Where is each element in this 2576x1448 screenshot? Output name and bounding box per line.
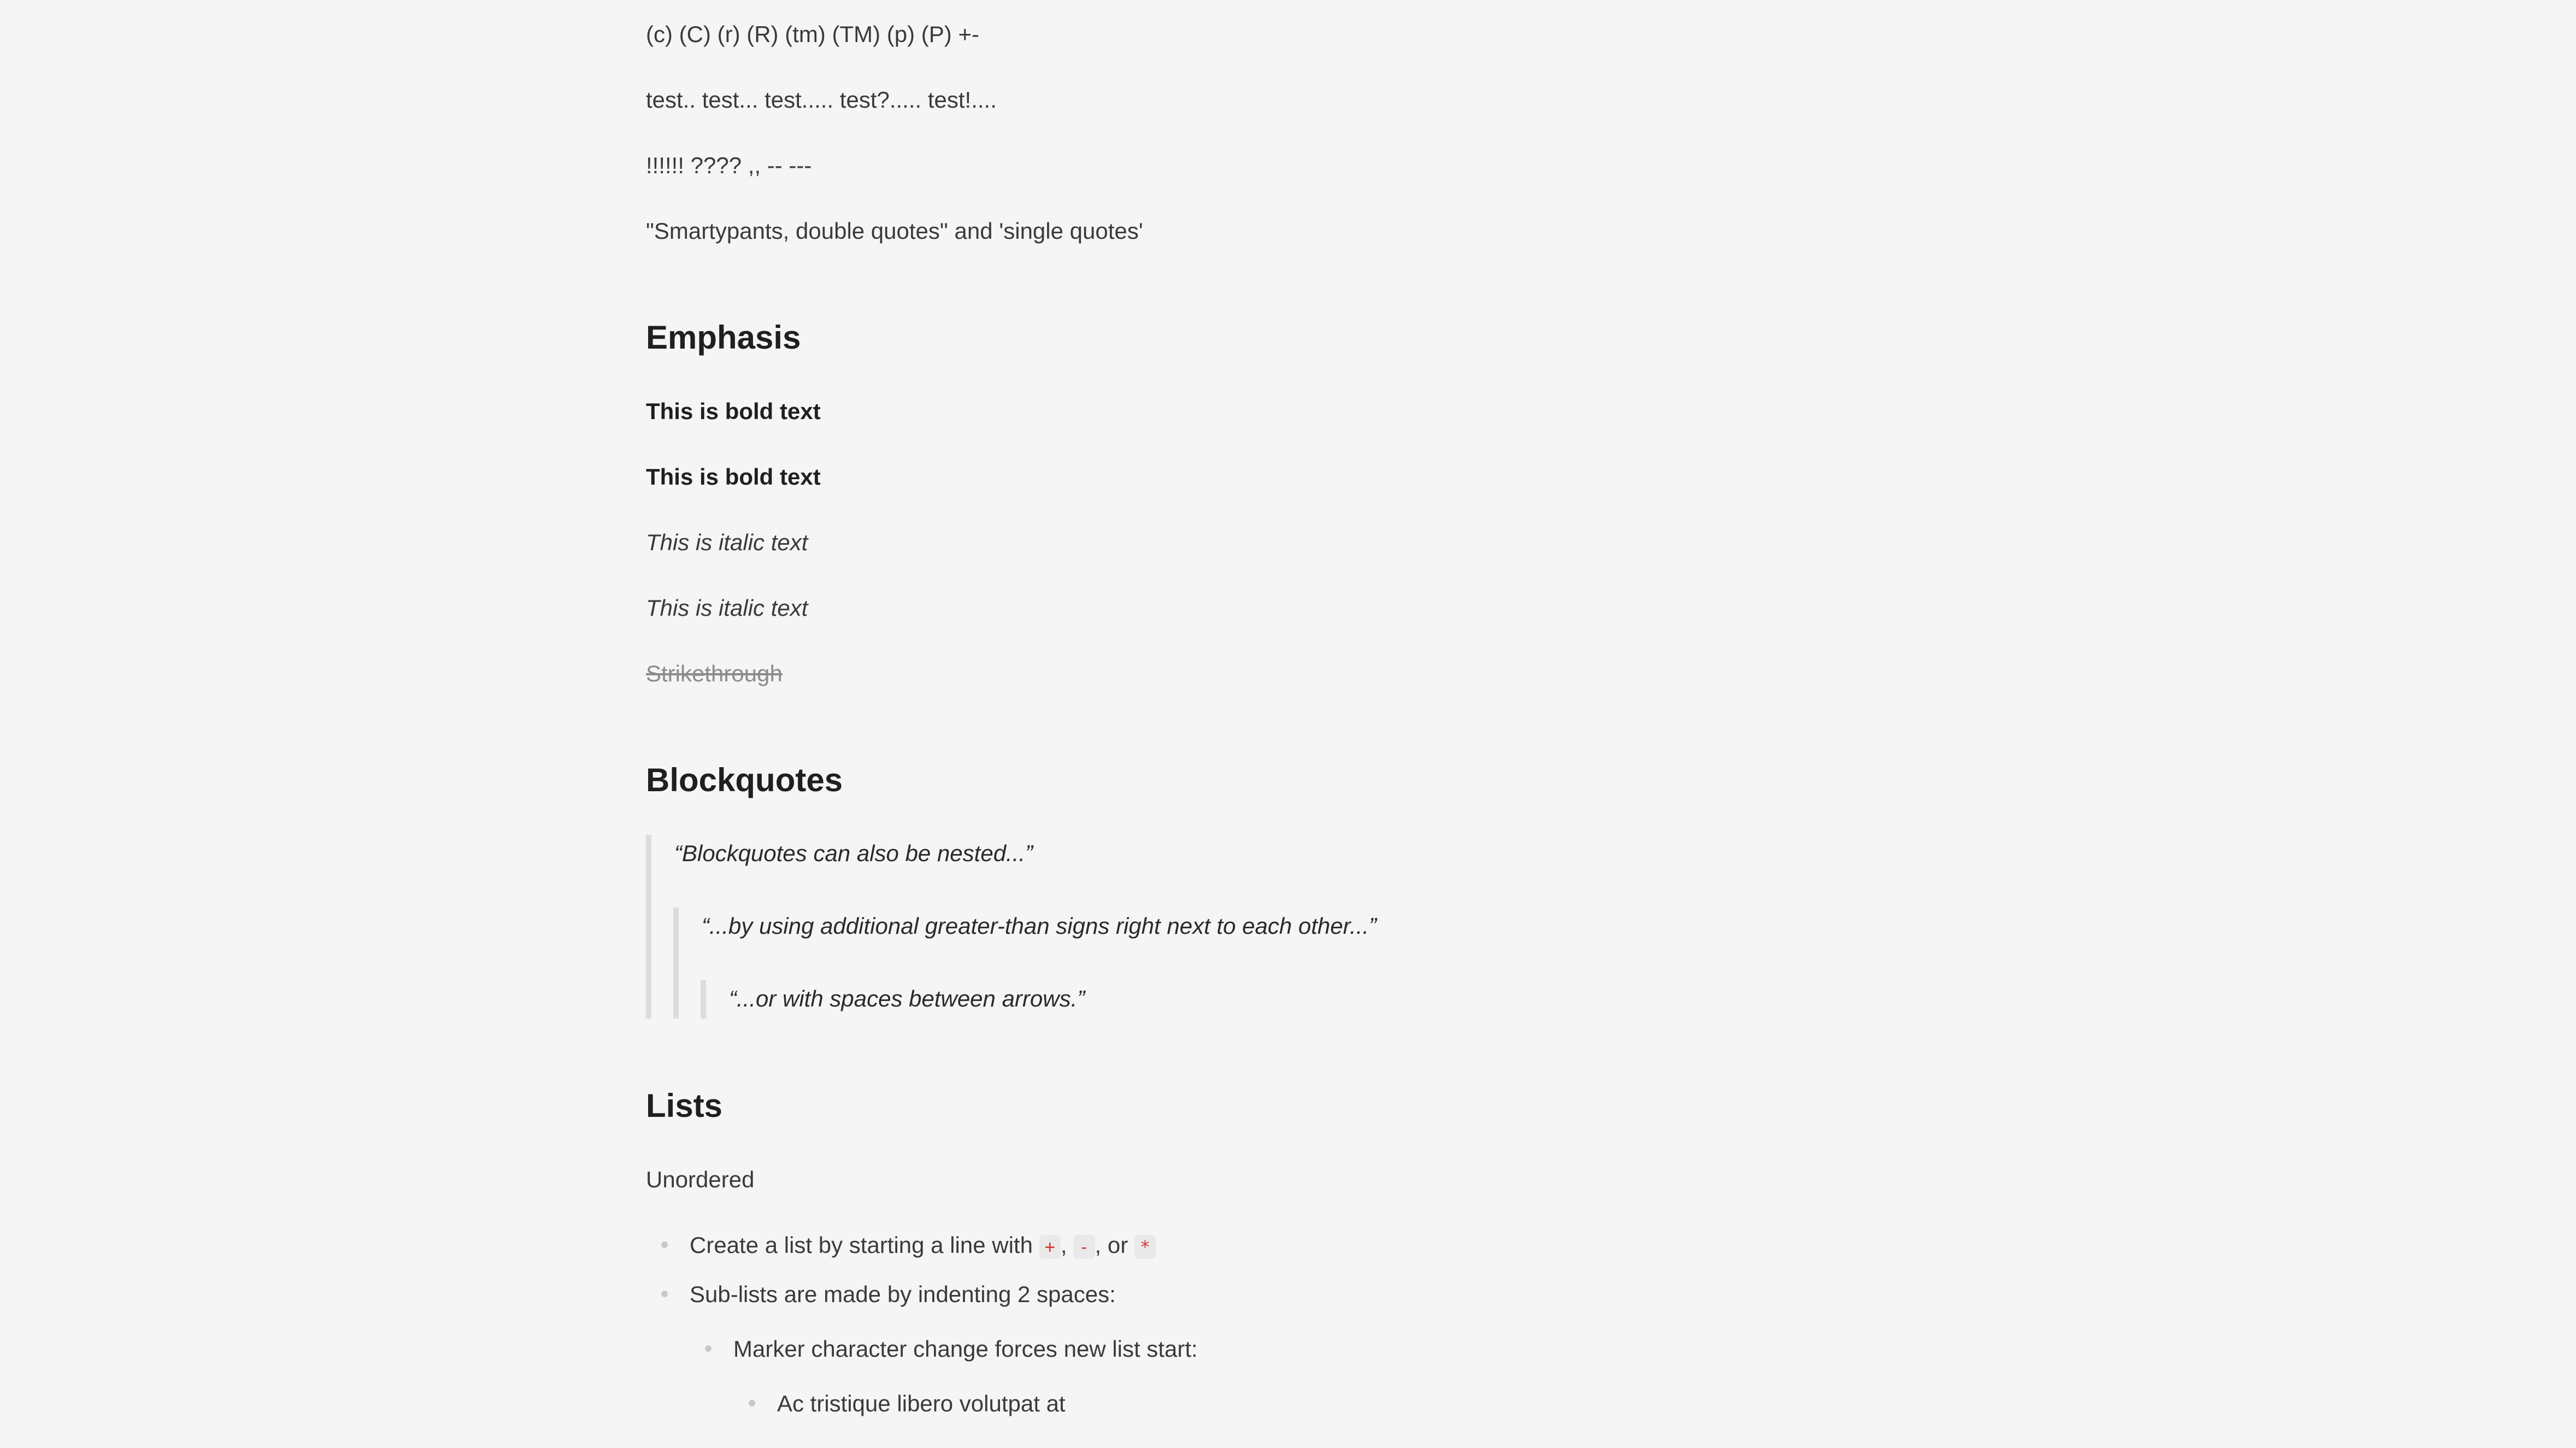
list-item-ac-tristique: Ac tristique libero volutpat at (777, 1391, 1066, 1416)
ellipsis-line: test.. test... test..... test?..... test!.... (646, 87, 997, 113)
inline-code-minus: - (1073, 1235, 1095, 1259)
bold-text-1: This is bold text (646, 398, 821, 424)
typographic-replacements-line: (c) (C) (r) (R) (tm) (TM) (p) (P) +- (646, 21, 979, 47)
italic-text-2: This is italic text (646, 595, 808, 621)
list-item-separator: , or (1095, 1232, 1134, 1258)
bold-text-2: This is bold text (646, 464, 821, 490)
blockquote-border-level-2 (673, 908, 679, 1019)
list-item-text: Create a list by starting a line with (690, 1232, 1039, 1258)
list-bullet (749, 1400, 755, 1406)
list-bullet (705, 1345, 711, 1352)
lists-heading: Lists (646, 1087, 723, 1124)
list-bullet (661, 1291, 668, 1297)
unordered-label: Unordered (646, 1167, 755, 1192)
inline-code-asterisk: * (1134, 1235, 1156, 1259)
quotes-line: "Smartypants, double quotes" and 'single quotes' (646, 218, 1143, 244)
blockquote-level-2: “...by using additional greater-than signs right next to each other...” (702, 913, 1377, 939)
blockquote-level-3: “...or with spaces between arrows.” (729, 986, 1085, 1011)
strikethrough-text: Strikethrough (646, 661, 783, 686)
list-bullet (661, 1241, 668, 1248)
blockquote-level-1: “Blockquotes can also be nested...” (674, 840, 1033, 866)
list-item-create-list (690, 1234, 1156, 1259)
italic-text-1: This is italic text (646, 529, 808, 555)
list-item-marker-change: Marker character change forces new list start: (733, 1336, 1198, 1362)
punctuation-line: !!!!!! ???? ,, -- --- (646, 152, 812, 178)
blockquote-border-level-3 (701, 980, 706, 1019)
inline-code-plus: + (1039, 1235, 1061, 1259)
blockquotes-heading: Blockquotes (646, 762, 843, 798)
blockquote-border-level-1 (646, 835, 651, 1019)
list-item-separator: , (1060, 1232, 1074, 1258)
emphasis-heading: Emphasis (646, 319, 801, 356)
list-item-sub-lists: Sub-lists are made by indenting 2 spaces: (690, 1281, 1116, 1307)
